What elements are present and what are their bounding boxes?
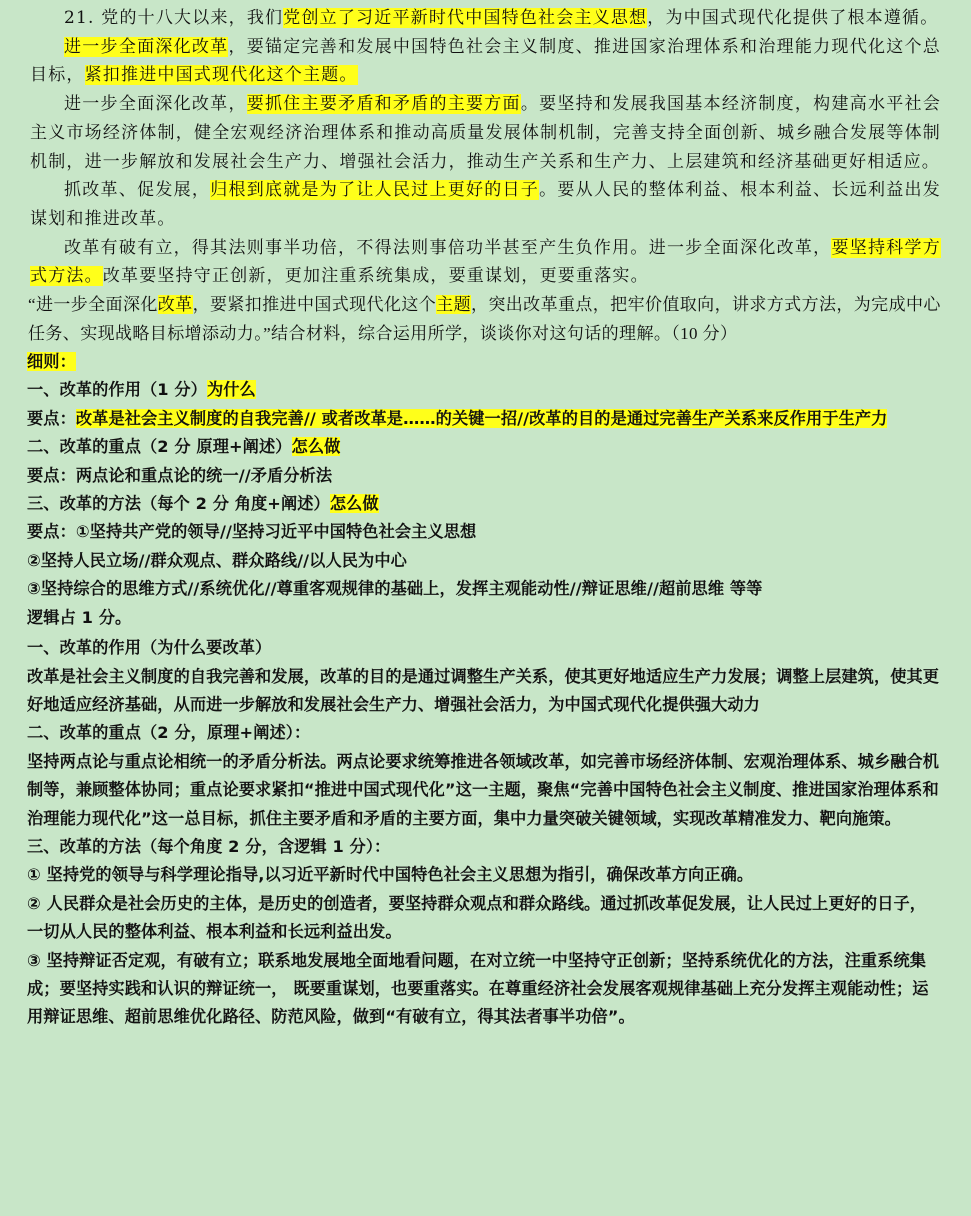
answer-heading-2: 二、改革的重点（2 分，原理+阐述）：	[27, 723, 311, 743]
highlighted-text: 紧扣推进中国式现代化这个主题。	[84, 65, 358, 86]
answer-method-3: ③ 坚持辩证否定观，有破有立；联系地发展地全面地看问题，在对立统一中坚持守正创新；坚持系统优化的方法，注重系统集成；要坚持实践和认识的辩证统一， 既要重谋划，也要重落实。在尊重经济社会发展客观规律基础上充分发挥主观能动性；运用辩证思维、超前思维优化路径、防范风险，做到“有破有立，得其法者事半功倍”。	[27, 950, 929, 1027]
material-section	[0, 0, 971, 291]
rule-2-heading	[27, 433, 941, 461]
highlighted-text: 为什么	[206, 380, 256, 400]
highlighted-text: 改革是社会主义制度的自我完善// 或者改革是……的关键一招//改革的目的是通过完善生产关系来反作用于生产力	[75, 408, 888, 428]
answer-heading-3: 三、改革的方法（每个角度 2 分，含逻辑 1 分）：	[27, 836, 391, 856]
text-run: 一、改革的作用（1 分）	[27, 380, 207, 400]
answer-method-2: ② 人民群众是社会历史的主体，是历史的创造者，要坚持群众观点和群众路线。通过抓改革促发展，让人民过上更好的日子， 一切从人民的整体利益、根本利益和长远利益出发。	[27, 893, 927, 942]
answer-heading-1: 一、改革的作用（为什么要改革）	[27, 638, 272, 658]
material-paragraph-4	[30, 176, 941, 233]
rule-2-keypoints: 要点：两点论和重点论的统一//矛盾分析法	[27, 465, 333, 485]
text-run: 三、改革的方法（每个 2 分 角度+阐述）	[27, 494, 330, 514]
text-run: ，为中国式现代化提供了根本遵循。	[647, 8, 939, 28]
rule-3-keypoint-4: 逻辑占 1 分。	[27, 607, 132, 627]
rule-3-keypoint-3: ③坚持综合的思维方式//系统优化//尊重客观规律的基础上，发挥主观能动性//辩证思维//超前思维 等等	[27, 579, 763, 599]
rule-3-keypoint-2: ②坚持人民立场//群众观点、群众路线//以人民为中心	[27, 550, 407, 570]
material-paragraph-5	[30, 234, 941, 291]
rule-1-keypoints	[27, 405, 941, 433]
text-run: ，突出改革重点，把牢价值取向，讲求方式方法，为完成中心任务、实现战略目标增添动力。”结合材料，综合运用所学，谈谈你对这句话的理解。（10 分）	[28, 295, 941, 343]
question-text	[28, 291, 943, 348]
highlighted-text: 主题	[436, 295, 471, 315]
highlighted-text: 怎么做	[329, 494, 379, 514]
rule-3-heading	[27, 490, 941, 518]
highlighted-text: 归根到底就是为了让人民过上更好的日子	[210, 180, 540, 201]
text-run: 要点：	[27, 408, 76, 428]
answer-method-1: ① 坚持党的领导与科学理论指导,以习近平新时代中国特色社会主义思想为指引，确保改革方向正确。	[27, 865, 754, 885]
text-run: 进一步全面深化改革，	[64, 94, 247, 115]
text-run: 改革要坚持守正创新，更加注重系统集成，要重谋划，更要重落实。	[102, 266, 649, 287]
text-run: 改革有破有立，得其法则事半功倍，不得法则事倍功半甚至产生负作用。进一步全面深化改革，	[64, 237, 832, 258]
highlighted-text: 要坚持科学方式方法。	[30, 237, 941, 287]
text-run: “进一步全面深化	[28, 295, 158, 315]
material-paragraph-1	[30, 4, 941, 33]
rules-title	[27, 348, 941, 376]
highlighted-text: 进一步全面深化改革	[64, 36, 229, 57]
scoring-rules-section	[0, 348, 971, 1032]
text-run: 抓改革、促发展，	[64, 180, 211, 201]
text-run: 。要从人民的整体利益、根本利益、长远利益出发谋划和推进改革。	[30, 180, 942, 229]
answer-section	[27, 634, 941, 1032]
highlighted-text: 改革	[157, 295, 193, 315]
text-run: 。要坚持和发展我国基本经济制度，构建高水平社会主义市场经济体制，健全宏观经济治理体系和推动高质量发展体制机制，完善支持全面创新、城乡融合发展等体制机制，进一步解放和发展社会生产力、增强社会活力，推动生产关系和生产力、上层建筑和经济基础更好相适应。	[30, 94, 942, 172]
answer-text-1: 改革是社会主义制度的自我完善和发展，改革的目的是通过调整生产关系，使其更好地适应生产力发展；调整上层建筑，使其更好地适应经济基础，从而进一步解放和发展社会生产力、增强社会活力，为中国式现代化提供强大动力	[27, 666, 940, 714]
material-paragraph-3	[30, 90, 941, 176]
material-paragraph-2	[30, 33, 941, 90]
rule-3-keypoint-1: 要点：①坚持共产党的领导//坚持习近平中国特色社会主义思想	[27, 522, 477, 542]
highlighted-text: 党创立了习近平新时代中国特色社会主义思想	[283, 8, 648, 28]
answer-text-2: 坚持两点论与重点论相统一的矛盾分析法。两点论要求统筹推进各领域改革，如完善市场经济体制、宏观治理体系、城乡融合机制等，兼顾整体协同；重点论要求紧扣“推进中国式现代化”这一主题，聚焦“完善中国特色社会主义制度、推进国家治理体系和治理能力现代化”这一总目标，抓住主要矛盾和矛盾的主要方面，集中力量突破关键领域，实现改革精准发力、靶向施策。	[27, 751, 940, 828]
highlighted-text: 要抓住主要矛盾和矛盾的主要方面	[246, 94, 521, 115]
text-run: ，要紧扣推进中国式现代化这个	[192, 295, 437, 315]
text-run: 二、改革的重点（2 分 原理+阐述）	[27, 437, 292, 457]
text-run: ，要锚定完善和发展中国特色社会主义制度、推进国家治理体系和治理能力现代化这个总目标，	[30, 36, 941, 86]
question-section	[0, 291, 971, 348]
highlighted-text: 细则：	[27, 352, 76, 372]
text-run: 21. 党的十八大以来，我们	[64, 8, 284, 28]
highlighted-text: 怎么做	[291, 437, 341, 457]
rule-1-heading	[27, 376, 941, 404]
